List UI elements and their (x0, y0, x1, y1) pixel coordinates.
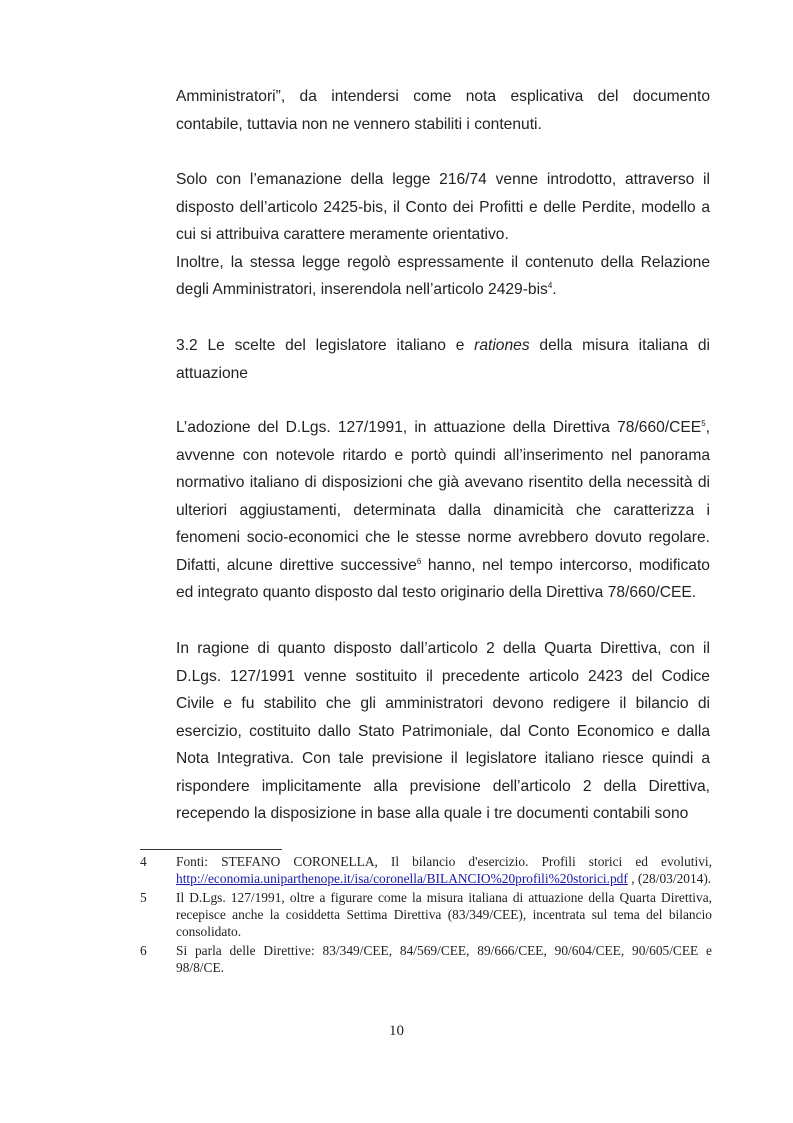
footnote-separator (140, 849, 282, 850)
footnote-ref-4[interactable]: 4 (547, 281, 553, 290)
footnote-number: 5 (140, 890, 147, 905)
paragraph-text-inoltre (176, 249, 710, 304)
paragraph-end: . (552, 281, 557, 298)
footnote-number: 6 (140, 943, 147, 958)
footnote-text: Il D.Lgs. 127/1991, oltre a figurare come la misura italiana di attuazione della Quarta Direttiva, recepisce anche la cosiddetta Settima Direttiva (83/349/CEE), incentrata sul tema del bilancio consolidato. (176, 890, 712, 939)
footnote-link[interactable]: http://economia.uniparthenope.it/isa/coronella/BILANCIO%20profili%20storici.pdf (176, 871, 628, 886)
footnote-text-part: , (28/03/2014). (627, 871, 712, 886)
paragraph-text: Solo con l’emanazione della legge 216/74 venne introdotto, attraverso il disposto dell’articolo 2425-bis, il Conto dei Profitti e delle Perdite, modello a cui si attribuiva carattere meramente orientativo. (176, 171, 710, 243)
footnote-text-part: Fonti: STEFANO CORONELLA, Il bilancio d'esercizio. Profili storici ed evolutivi, (176, 854, 712, 869)
paragraph-text: hanno, nel tempo intercorso, modificato ed integrato quanto disposto dal testo originario della Direttiva 78/660/CEE. (176, 556, 710, 601)
paragraph-text: L’adozione del D.Lgs. 127/1991, in attuazione della Direttiva 78/660/CEE (176, 419, 702, 436)
heading-italic: rationes (474, 337, 530, 354)
footnote-number: 4 (140, 854, 147, 869)
paragraph-text: Inoltre, la stessa legge regolò espressamente il contenuto della Relazione degli Amministratori, inserendola nell’articolo 2429-bis (176, 253, 710, 298)
paragraph-text: Amministratori”, da intendersi come nota esplicativa del documento contabile, tuttavia non ne vennero stabiliti i contenuti. (176, 88, 710, 133)
paragraph-text: In ragione di quanto disposto dall’articolo 2 della Quarta Direttiva, con il D.Lgs. 127/1991 venne sostituito il precedente articolo 2423 del Codice Civile e fu stabilito che gli amministratori devono redigere il bilancio di esercizio, costituito dallo Stato Patrimoniale, dal Conto Economico e dalla Nota Integrativa. Con tale previsione il legislatore italiano riesce quindi a rispondere implicitamente alla previsione dell’articolo 2 della Direttiva, recependo la disposizione in base alla quale i tre documenti contabili sono (176, 640, 710, 822)
footnote-ref-5[interactable]: 5 (701, 419, 706, 428)
paragraph-text: , avvenne con notevole ritardo e portò quindi all’inserimento nel panorama normativo italiano di disposizioni che già avevano risentito della necessità di ulteriori aggiustamenti, determinata dalla dinamicità che caratterizza i fenomeni socio-economici che le stesse norme avrebbero dovuto regolare. Difatti, alcune direttive successive (176, 419, 710, 574)
paragraph-continuation (176, 83, 710, 138)
footnote-6 (140, 942, 712, 976)
paragraph-legge-216 (176, 166, 710, 304)
heading-text: 3.2 Le scelte del legislatore italiano e (176, 337, 475, 354)
heading-text: della misura italiana di attuazione (176, 337, 710, 382)
footnote-5 (140, 889, 712, 940)
paragraph-quarta-direttiva (176, 635, 710, 828)
footnote-text: Si parla delle Direttive: 83/349/CEE, 84/569/CEE, 89/666/CEE, 90/604/CEE, 90/605/CEE e 98/8/CE. (176, 943, 712, 975)
section-heading (176, 332, 710, 387)
footnote-text (176, 853, 712, 887)
page-number: 10 (389, 1023, 404, 1039)
paragraph-dlgs-127 (176, 414, 710, 607)
footnotes (140, 853, 712, 978)
footnote-ref-6[interactable]: 6 (416, 556, 422, 566)
footnote-4 (140, 853, 712, 887)
